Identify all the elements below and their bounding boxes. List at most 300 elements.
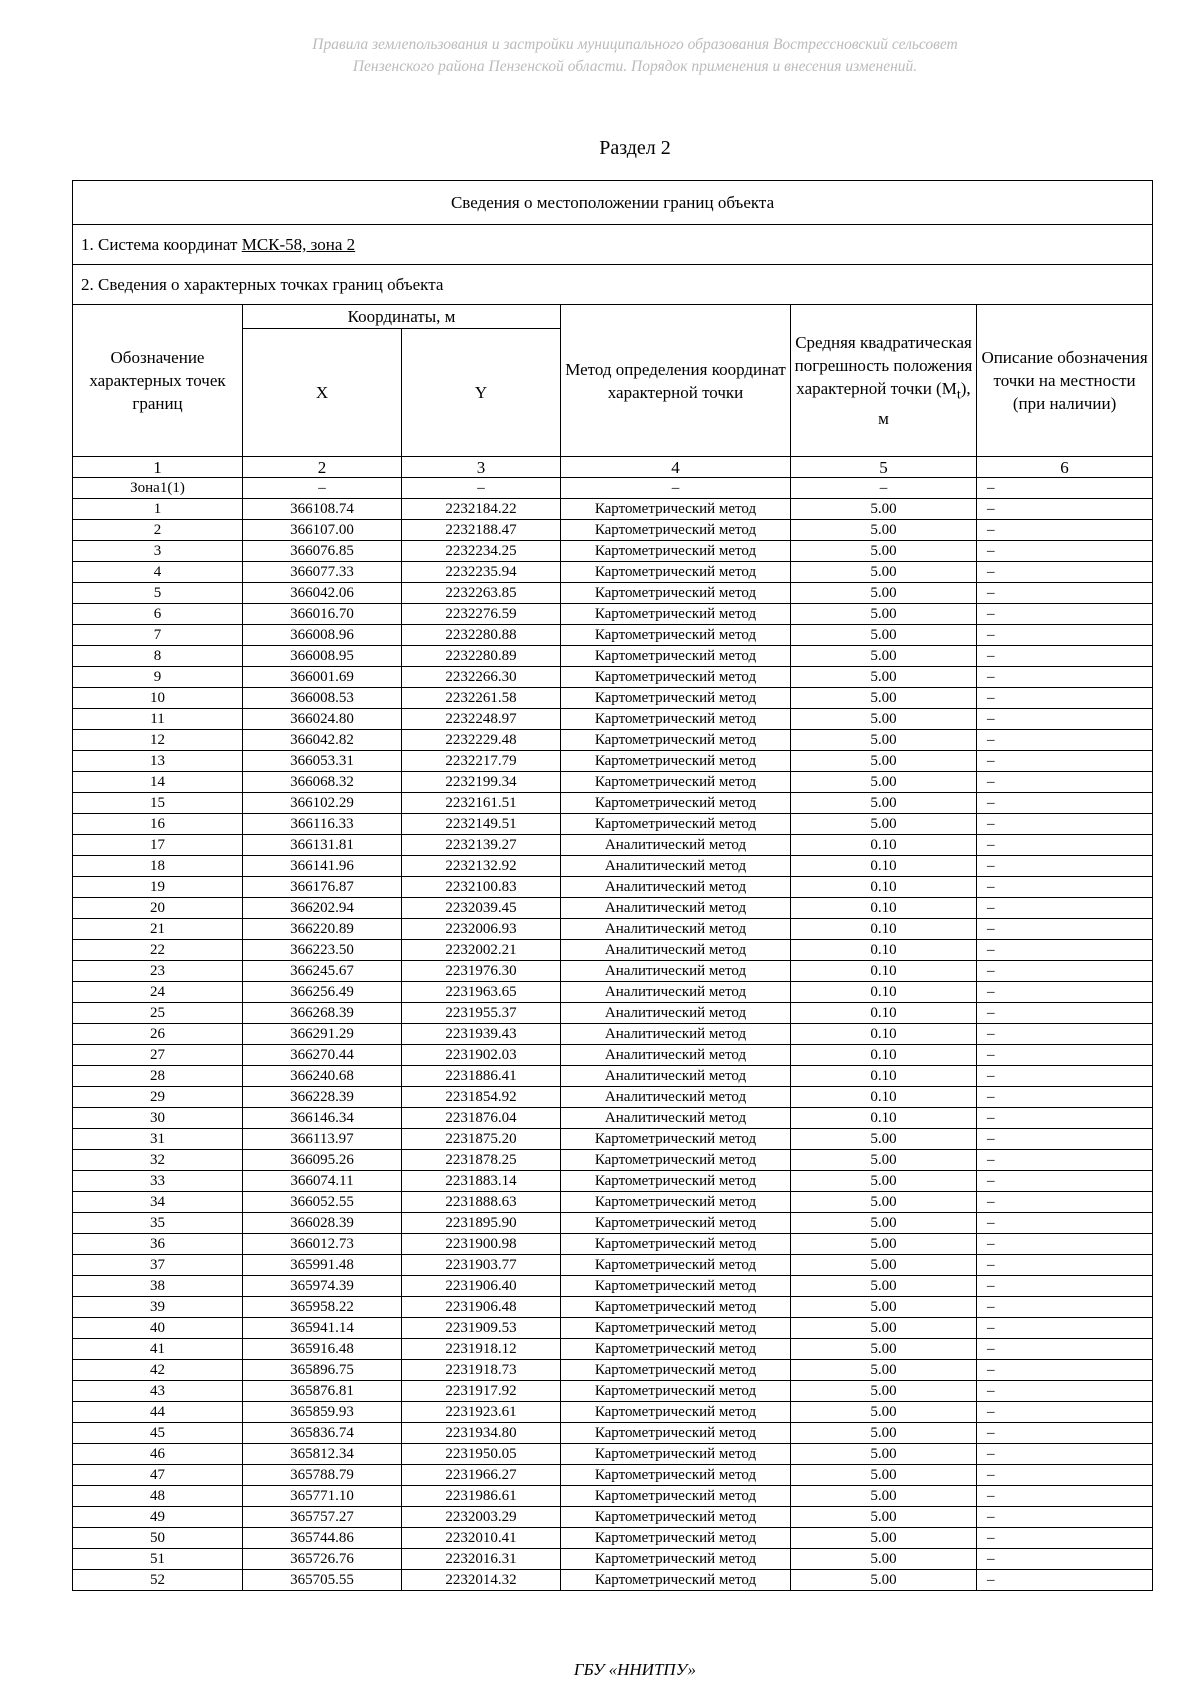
method-cell: Картометрический метод bbox=[561, 562, 791, 583]
point-number-cell: 39 bbox=[73, 1297, 243, 1318]
table-row bbox=[73, 730, 1153, 751]
method-cell: Картометрический метод bbox=[561, 1423, 791, 1444]
coord-y-cell: 2232161.51 bbox=[402, 793, 561, 814]
mean-error-cell: 5.00 bbox=[791, 1276, 977, 1297]
coord-x-cell: 365974.39 bbox=[243, 1276, 402, 1297]
point-number-cell: 34 bbox=[73, 1192, 243, 1213]
coord-x-cell: 366042.82 bbox=[243, 730, 402, 751]
description-cell: – bbox=[977, 1192, 1153, 1213]
mean-error-cell: 5.00 bbox=[791, 541, 977, 562]
table-row bbox=[73, 982, 1153, 1003]
coord-x-cell: – bbox=[243, 478, 402, 499]
point-number-cell: 38 bbox=[73, 1276, 243, 1297]
table-row bbox=[73, 1129, 1153, 1150]
mean-error-cell: – bbox=[791, 478, 977, 499]
description-cell: – bbox=[977, 835, 1153, 856]
point-number-cell: 31 bbox=[73, 1129, 243, 1150]
point-number-cell: 13 bbox=[73, 751, 243, 772]
method-cell: Картометрический метод bbox=[561, 1549, 791, 1570]
table-row bbox=[73, 898, 1153, 919]
section-title: Раздел 2 bbox=[599, 137, 671, 159]
method-cell: Картометрический метод bbox=[561, 1444, 791, 1465]
table-row bbox=[73, 772, 1153, 793]
coord-y-cell: 2232280.88 bbox=[402, 625, 561, 646]
table-row bbox=[73, 1066, 1153, 1087]
mean-error-cell: 5.00 bbox=[791, 772, 977, 793]
method-cell: Картометрический метод bbox=[561, 1297, 791, 1318]
method-cell: Аналитический метод bbox=[561, 940, 791, 961]
column-number-row bbox=[73, 457, 1153, 478]
coord-y-cell: 2232199.34 bbox=[402, 772, 561, 793]
mean-error-cell: 5.00 bbox=[791, 1528, 977, 1549]
coord-y-cell: 2232139.27 bbox=[402, 835, 561, 856]
coord-x-cell: 366028.39 bbox=[243, 1213, 402, 1234]
description-cell: – bbox=[977, 1381, 1153, 1402]
description-cell: – bbox=[977, 961, 1153, 982]
mean-error-cell: 5.00 bbox=[791, 814, 977, 835]
method-cell: – bbox=[561, 478, 791, 499]
coord-y-cell: 2231963.65 bbox=[402, 982, 561, 1003]
point-number-cell: 5 bbox=[73, 583, 243, 604]
method-cell: Картометрический метод bbox=[561, 1402, 791, 1423]
coord-y-cell: 2232235.94 bbox=[402, 562, 561, 583]
description-cell: – bbox=[977, 1024, 1153, 1045]
point-number-cell: 11 bbox=[73, 709, 243, 730]
table-row bbox=[73, 1255, 1153, 1276]
coord-y-cell: 2231906.48 bbox=[402, 1297, 561, 1318]
coord-y-cell: 2231888.63 bbox=[402, 1192, 561, 1213]
description-cell: – bbox=[977, 583, 1153, 604]
coord-y-cell: 2232149.51 bbox=[402, 814, 561, 835]
method-cell: Картометрический метод bbox=[561, 625, 791, 646]
point-number-cell: 4 bbox=[73, 562, 243, 583]
header-error bbox=[791, 305, 977, 457]
description-cell: – bbox=[977, 562, 1153, 583]
description-cell: – bbox=[977, 1234, 1153, 1255]
mean-error-cell: 5.00 bbox=[791, 583, 977, 604]
description-cell: – bbox=[977, 940, 1153, 961]
description-cell: – bbox=[977, 1255, 1153, 1276]
mean-error-cell: 5.00 bbox=[791, 1360, 977, 1381]
description-cell: – bbox=[977, 1402, 1153, 1423]
point-number-cell: 1 bbox=[73, 499, 243, 520]
method-cell: Аналитический метод bbox=[561, 1066, 791, 1087]
description-cell: – bbox=[977, 541, 1153, 562]
table-row bbox=[73, 499, 1153, 520]
method-cell: Картометрический метод bbox=[561, 751, 791, 772]
description-cell: – bbox=[977, 772, 1153, 793]
coord-y-cell: 2232217.79 bbox=[402, 751, 561, 772]
mean-error-cell: 5.00 bbox=[791, 499, 977, 520]
method-cell: Картометрический метод bbox=[561, 1318, 791, 1339]
point-number-cell: 24 bbox=[73, 982, 243, 1003]
description-cell: – bbox=[977, 730, 1153, 751]
coord-y-cell: 2232234.25 bbox=[402, 541, 561, 562]
point-number-cell: 17 bbox=[73, 835, 243, 856]
description-cell: – bbox=[977, 646, 1153, 667]
table-row bbox=[73, 541, 1153, 562]
coord-x-cell: 366202.94 bbox=[243, 898, 402, 919]
coord-x-cell: 366076.85 bbox=[243, 541, 402, 562]
coord-y-cell: 2232280.89 bbox=[402, 646, 561, 667]
coord-x-cell: 366268.39 bbox=[243, 1003, 402, 1024]
method-cell: Картометрический метод bbox=[561, 583, 791, 604]
description-cell: – bbox=[977, 1486, 1153, 1507]
point-number-cell: 43 bbox=[73, 1381, 243, 1402]
mean-error-cell: 0.10 bbox=[791, 961, 977, 982]
mean-error-cell: 5.00 bbox=[791, 1234, 977, 1255]
point-number-cell: 20 bbox=[73, 898, 243, 919]
description-cell: – bbox=[977, 1360, 1153, 1381]
header-x: X bbox=[243, 329, 402, 457]
coord-x-cell: 366008.96 bbox=[243, 625, 402, 646]
method-cell: Аналитический метод bbox=[561, 1045, 791, 1066]
coord-x-cell: 366270.44 bbox=[243, 1045, 402, 1066]
description-cell: – bbox=[977, 1150, 1153, 1171]
coord-x-cell: 365744.86 bbox=[243, 1528, 402, 1549]
description-cell: – bbox=[977, 1549, 1153, 1570]
coord-system-value: МСК-58, зона 2 bbox=[241, 235, 356, 254]
mean-error-cell: 5.00 bbox=[791, 1129, 977, 1150]
point-number-cell: 50 bbox=[73, 1528, 243, 1549]
method-cell: Картометрический метод bbox=[561, 1213, 791, 1234]
point-number-cell: 49 bbox=[73, 1507, 243, 1528]
method-cell: Аналитический метод bbox=[561, 982, 791, 1003]
method-cell: Аналитический метод bbox=[561, 856, 791, 877]
table-row bbox=[73, 1570, 1153, 1591]
coord-y-cell: 2232184.22 bbox=[402, 499, 561, 520]
point-number-cell: 10 bbox=[73, 688, 243, 709]
header-y: Y bbox=[402, 329, 561, 457]
method-cell: Аналитический метод bbox=[561, 1108, 791, 1129]
description-cell: – bbox=[977, 982, 1153, 1003]
coord-x-cell: 366012.73 bbox=[243, 1234, 402, 1255]
mean-error-cell: 5.00 bbox=[791, 520, 977, 541]
coord-x-cell: 366077.33 bbox=[243, 562, 402, 583]
method-cell: Картометрический метод bbox=[561, 499, 791, 520]
page-header-line-2: Пензенского района Пензенской области. Порядок применения и внесения изменений. bbox=[352, 58, 918, 75]
coord-y-cell: 2231895.90 bbox=[402, 1213, 561, 1234]
description-cell: – bbox=[977, 520, 1153, 541]
point-number-cell: 26 bbox=[73, 1024, 243, 1045]
description-cell: – bbox=[977, 1087, 1153, 1108]
coord-y-cell: 2232003.29 bbox=[402, 1507, 561, 1528]
coord-x-cell: 366053.31 bbox=[243, 751, 402, 772]
description-cell: – bbox=[977, 856, 1153, 877]
description-cell: – bbox=[977, 478, 1153, 499]
table-row bbox=[73, 1192, 1153, 1213]
coord-x-cell: 365896.75 bbox=[243, 1360, 402, 1381]
point-number-cell: 12 bbox=[73, 730, 243, 751]
table-row bbox=[73, 856, 1153, 877]
method-cell: Аналитический метод bbox=[561, 1024, 791, 1045]
coord-x-cell: 366113.97 bbox=[243, 1129, 402, 1150]
method-cell: Картометрический метод bbox=[561, 604, 791, 625]
table-row bbox=[73, 583, 1153, 604]
coord-y-cell: 2232100.83 bbox=[402, 877, 561, 898]
point-number-cell: 3 bbox=[73, 541, 243, 562]
description-cell: – bbox=[977, 919, 1153, 940]
mean-error-cell: 0.10 bbox=[791, 1045, 977, 1066]
point-number-cell: 42 bbox=[73, 1360, 243, 1381]
coord-x-cell: 366228.39 bbox=[243, 1087, 402, 1108]
coord-y-cell: 2232229.48 bbox=[402, 730, 561, 751]
method-cell: Картометрический метод bbox=[561, 1381, 791, 1402]
table-row bbox=[73, 625, 1153, 646]
table-row bbox=[73, 1402, 1153, 1423]
table-row bbox=[73, 751, 1153, 772]
coord-y-cell: 2232006.93 bbox=[402, 919, 561, 940]
point-number-cell: 15 bbox=[73, 793, 243, 814]
point-number-cell: 18 bbox=[73, 856, 243, 877]
coord-x-cell: 365991.48 bbox=[243, 1255, 402, 1276]
point-number-cell: 47 bbox=[73, 1465, 243, 1486]
point-number-cell: 19 bbox=[73, 877, 243, 898]
point-number-cell: 36 bbox=[73, 1234, 243, 1255]
method-cell: Картометрический метод bbox=[561, 1276, 791, 1297]
description-cell: – bbox=[977, 1297, 1153, 1318]
description-cell: – bbox=[977, 877, 1153, 898]
coord-system-row bbox=[73, 225, 1153, 265]
table-row bbox=[73, 961, 1153, 982]
method-cell: Картометрический метод bbox=[561, 667, 791, 688]
description-cell: – bbox=[977, 793, 1153, 814]
coord-x-cell: 366024.80 bbox=[243, 709, 402, 730]
coord-y-cell: 2232002.21 bbox=[402, 940, 561, 961]
coord-x-cell: 366102.29 bbox=[243, 793, 402, 814]
description-cell: – bbox=[977, 1213, 1153, 1234]
mean-error-cell: 5.00 bbox=[791, 1171, 977, 1192]
point-number-cell: 8 bbox=[73, 646, 243, 667]
coord-y-cell: 2231955.37 bbox=[402, 1003, 561, 1024]
coord-x-cell: 366116.33 bbox=[243, 814, 402, 835]
table-row bbox=[73, 1444, 1153, 1465]
method-cell: Картометрический метод bbox=[561, 814, 791, 835]
mean-error-cell: 0.10 bbox=[791, 1003, 977, 1024]
description-cell: – bbox=[977, 1045, 1153, 1066]
mean-error-cell: 0.10 bbox=[791, 898, 977, 919]
mean-error-cell: 5.00 bbox=[791, 1570, 977, 1591]
coord-y-cell: 2231854.92 bbox=[402, 1087, 561, 1108]
description-cell: – bbox=[977, 604, 1153, 625]
method-cell: Картометрический метод bbox=[561, 1171, 791, 1192]
description-cell: – bbox=[977, 667, 1153, 688]
table-row bbox=[73, 919, 1153, 940]
coord-y-cell: 2231909.53 bbox=[402, 1318, 561, 1339]
description-cell: – bbox=[977, 709, 1153, 730]
mean-error-cell: 5.00 bbox=[791, 1297, 977, 1318]
mean-error-cell: 0.10 bbox=[791, 835, 977, 856]
mean-error-cell: 0.10 bbox=[791, 856, 977, 877]
method-cell: Картометрический метод bbox=[561, 730, 791, 751]
method-cell: Картометрический метод bbox=[561, 772, 791, 793]
method-cell: Картометрический метод bbox=[561, 1234, 791, 1255]
method-cell: Картометрический метод bbox=[561, 1360, 791, 1381]
coord-y-cell: 2232039.45 bbox=[402, 898, 561, 919]
table-row bbox=[73, 1024, 1153, 1045]
mean-error-cell: 5.00 bbox=[791, 625, 977, 646]
coord-x-cell: 366256.49 bbox=[243, 982, 402, 1003]
coord-x-cell: 366052.55 bbox=[243, 1192, 402, 1213]
mean-error-cell: 5.00 bbox=[791, 793, 977, 814]
table-row bbox=[73, 1549, 1153, 1570]
point-number-cell: 28 bbox=[73, 1066, 243, 1087]
header-error-pre: Средняя квадратическая погрешность положения характерной точки (M bbox=[794, 333, 973, 399]
mean-error-cell: 5.00 bbox=[791, 604, 977, 625]
mean-error-cell: 0.10 bbox=[791, 940, 977, 961]
description-cell: – bbox=[977, 499, 1153, 520]
table-row bbox=[73, 1276, 1153, 1297]
mean-error-cell: 5.00 bbox=[791, 1213, 977, 1234]
coord-x-cell: 366223.50 bbox=[243, 940, 402, 961]
method-cell: Картометрический метод bbox=[561, 1192, 791, 1213]
coord-x-cell: 366108.74 bbox=[243, 499, 402, 520]
coord-y-cell: 2232132.92 bbox=[402, 856, 561, 877]
header-error-post: ), м bbox=[878, 379, 971, 428]
coord-y-cell: 2232010.41 bbox=[402, 1528, 561, 1549]
coord-x-cell: 366001.69 bbox=[243, 667, 402, 688]
coord-y-cell: 2231876.04 bbox=[402, 1108, 561, 1129]
coord-y-cell: 2231966.27 bbox=[402, 1465, 561, 1486]
coord-y-cell: 2232263.85 bbox=[402, 583, 561, 604]
coord-y-cell: 2231923.61 bbox=[402, 1402, 561, 1423]
mean-error-cell: 5.00 bbox=[791, 1423, 977, 1444]
method-cell: Картометрический метод bbox=[561, 688, 791, 709]
point-number-cell: 14 bbox=[73, 772, 243, 793]
coord-y-cell: 2232016.31 bbox=[402, 1549, 561, 1570]
coord-y-cell: 2231918.73 bbox=[402, 1360, 561, 1381]
coord-y-cell: 2231900.98 bbox=[402, 1234, 561, 1255]
description-cell: – bbox=[977, 1129, 1153, 1150]
method-cell: Картометрический метод bbox=[561, 709, 791, 730]
mean-error-cell: 5.00 bbox=[791, 1549, 977, 1570]
point-number-cell: 37 bbox=[73, 1255, 243, 1276]
mean-error-cell: 5.00 bbox=[791, 751, 977, 772]
points-heading: 2. Сведения о характерных точках границ объекта bbox=[73, 265, 1153, 305]
table-row bbox=[73, 1234, 1153, 1255]
table-row bbox=[73, 1507, 1153, 1528]
point-number-cell: 40 bbox=[73, 1318, 243, 1339]
mean-error-cell: 0.10 bbox=[791, 919, 977, 940]
description-cell: – bbox=[977, 1339, 1153, 1360]
coord-system-label: 1. Система координат bbox=[81, 235, 238, 254]
table-row bbox=[73, 1465, 1153, 1486]
coord-y-cell: – bbox=[402, 478, 561, 499]
table-row bbox=[73, 604, 1153, 625]
description-cell: – bbox=[977, 1276, 1153, 1297]
mean-error-cell: 5 bbox=[791, 457, 977, 478]
header-coordinates: Координаты, м bbox=[243, 305, 561, 329]
mean-error-cell: 5.00 bbox=[791, 1486, 977, 1507]
coord-y-cell: 2231886.41 bbox=[402, 1066, 561, 1087]
mean-error-cell: 5.00 bbox=[791, 667, 977, 688]
coord-y-cell: 2232266.30 bbox=[402, 667, 561, 688]
coord-y-cell: 2231878.25 bbox=[402, 1150, 561, 1171]
point-number-cell: 2 bbox=[73, 520, 243, 541]
point-number-cell: 25 bbox=[73, 1003, 243, 1024]
method-cell: Картометрический метод bbox=[561, 1507, 791, 1528]
point-number-cell: 9 bbox=[73, 667, 243, 688]
page-header bbox=[0, 34, 1200, 78]
description-cell: 6 bbox=[977, 457, 1153, 478]
table-row bbox=[73, 667, 1153, 688]
point-number-cell: 1 bbox=[73, 457, 243, 478]
coord-x-cell: 365788.79 bbox=[243, 1465, 402, 1486]
mean-error-cell: 5.00 bbox=[791, 646, 977, 667]
coord-x-cell: 366008.53 bbox=[243, 688, 402, 709]
coord-y-cell: 2232188.47 bbox=[402, 520, 561, 541]
point-number-cell: 29 bbox=[73, 1087, 243, 1108]
page-header-line-1: Правила землепользования и застройки муниципального образования Вострессновский сельсовет bbox=[312, 36, 958, 53]
point-number-cell: 35 bbox=[73, 1213, 243, 1234]
mean-error-cell: 5.00 bbox=[791, 730, 977, 751]
method-cell: Картометрический метод bbox=[561, 1570, 791, 1591]
table-row bbox=[73, 1171, 1153, 1192]
coord-y-cell: 2231939.43 bbox=[402, 1024, 561, 1045]
table-row bbox=[73, 646, 1153, 667]
header-designation: Обозначение характерных точек границ bbox=[73, 305, 243, 457]
coord-x-cell: 366107.00 bbox=[243, 520, 402, 541]
table-row bbox=[73, 835, 1153, 856]
point-number-cell: 32 bbox=[73, 1150, 243, 1171]
table-row bbox=[73, 1486, 1153, 1507]
description-cell: – bbox=[977, 1507, 1153, 1528]
description-cell: – bbox=[977, 1465, 1153, 1486]
coord-y-cell: 2231918.12 bbox=[402, 1339, 561, 1360]
point-number-cell: 27 bbox=[73, 1045, 243, 1066]
point-number-cell: 6 bbox=[73, 604, 243, 625]
table-row bbox=[73, 1108, 1153, 1129]
method-cell: Картометрический метод bbox=[561, 793, 791, 814]
table-row bbox=[73, 1381, 1153, 1402]
description-cell: – bbox=[977, 1066, 1153, 1087]
coord-x-cell: 366095.26 bbox=[243, 1150, 402, 1171]
description-cell: – bbox=[977, 1108, 1153, 1129]
method-cell: Аналитический метод bbox=[561, 877, 791, 898]
coord-y-cell: 2232261.58 bbox=[402, 688, 561, 709]
mean-error-cell: 0.10 bbox=[791, 1087, 977, 1108]
coord-x-cell: 365757.27 bbox=[243, 1507, 402, 1528]
coord-x-cell: 365958.22 bbox=[243, 1297, 402, 1318]
mean-error-cell: 5.00 bbox=[791, 1444, 977, 1465]
method-cell: Картометрический метод bbox=[561, 1528, 791, 1549]
coord-x-cell: 366008.95 bbox=[243, 646, 402, 667]
description-cell: – bbox=[977, 1318, 1153, 1339]
description-cell: – bbox=[977, 688, 1153, 709]
coord-y-cell: 2231917.92 bbox=[402, 1381, 561, 1402]
mean-error-cell: 0.10 bbox=[791, 877, 977, 898]
coord-x-cell: 366245.67 bbox=[243, 961, 402, 982]
coord-x-cell: 366068.32 bbox=[243, 772, 402, 793]
description-cell: – bbox=[977, 1570, 1153, 1591]
page-footer: ГБУ «ННИТПУ» bbox=[573, 1660, 697, 1679]
table-row bbox=[73, 520, 1153, 541]
mean-error-cell: 0.10 bbox=[791, 1108, 977, 1129]
coord-x-cell: 2 bbox=[243, 457, 402, 478]
coord-x-cell: 366220.89 bbox=[243, 919, 402, 940]
coord-y-cell: 2231902.03 bbox=[402, 1045, 561, 1066]
mean-error-cell: 5.00 bbox=[791, 1339, 977, 1360]
coord-y-cell: 2231950.05 bbox=[402, 1444, 561, 1465]
point-number-cell: 22 bbox=[73, 940, 243, 961]
point-number-cell: 30 bbox=[73, 1108, 243, 1129]
mean-error-cell: 0.10 bbox=[791, 1024, 977, 1045]
mean-error-cell: 5.00 bbox=[791, 562, 977, 583]
description-cell: – bbox=[977, 751, 1153, 772]
method-cell: Картометрический метод bbox=[561, 520, 791, 541]
table-row bbox=[73, 877, 1153, 898]
method-cell: Аналитический метод bbox=[561, 898, 791, 919]
